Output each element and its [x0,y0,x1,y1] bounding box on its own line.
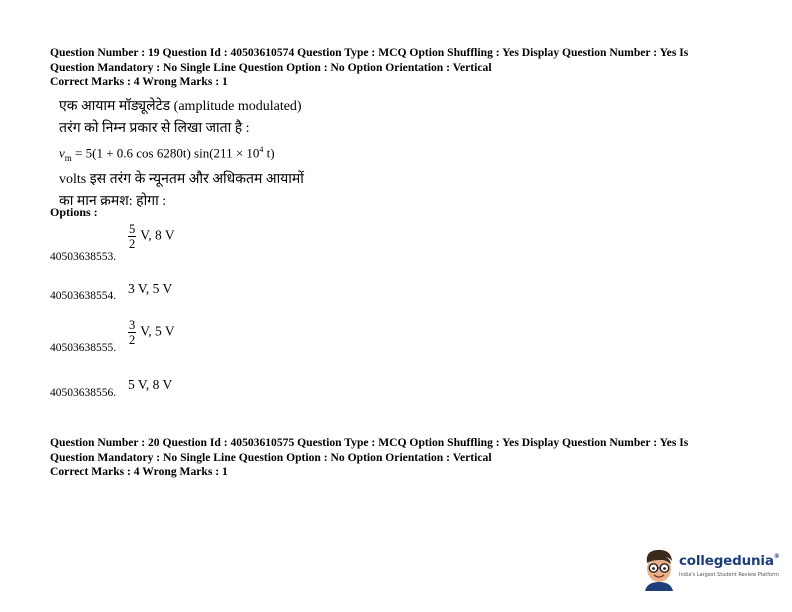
option-3[interactable] [128,318,175,347]
logo-name: collegedunia [679,553,774,569]
option-2[interactable] [128,281,172,297]
option-3-fraction [128,318,136,347]
option-3-text: V, 5 V [140,323,175,339]
option-4-text: 5 V, 8 V [128,377,173,392]
formula-superscript: 4 [259,145,264,154]
logo-tagline: India's Largest Student Review Platform [679,572,779,578]
option-2-text: 3 V, 5 V [128,281,173,296]
formula-variable: v [59,145,65,161]
option-2-id: 40503638554. [50,290,117,302]
logo-registered-mark: ® [773,553,780,560]
question-20-meta-line-3: Correct Marks : 4 Wrong Marks : 1 [50,465,228,478]
formula-part-2: t) [263,145,275,161]
option-3-id: 40503638555. [50,342,117,354]
collegedunia-logo [641,547,787,591]
question-19-meta-line-1: Question Number : 19 Question Id : 40503610574 Question Type : MCQ Option Shuffling : Yes Display Question Number : Yes Is [50,46,689,59]
option-4[interactable] [128,377,172,393]
question-20-metadata [50,436,750,480]
question-text-line-2: तरंग को निम्न प्रकार से लिखा जाता है : [59,120,250,136]
question-text-line-4: volts इस तरंग के न्यूनतम और अधिकतम आयामों [59,172,304,188]
question-19-metadata [50,46,750,90]
option-1-fraction [128,222,136,251]
formula-part-1: = 5(1 + 0.6 cos 6280t) sin(211 × 10 [71,145,260,161]
option-1-fraction-denominator: 2 [129,237,136,251]
option-4-id: 40503638556. [50,387,117,399]
question-text-line-5: का मान क्रमश: होगा : [59,193,167,209]
formula-subscript: m [64,152,72,163]
option-1-text: V, 8 V [140,227,175,243]
question-formula [59,139,379,169]
option-1-id: 40503638553. [50,251,117,263]
question-19-text [59,96,379,212]
option-1-fraction-numerator: 5 [129,222,136,236]
options-label: Options : [50,205,98,219]
option-3-fraction-numerator: 3 [129,318,136,332]
question-19-meta-line-3: Correct Marks : 4 Wrong Marks : 1 [50,75,228,88]
question-19-meta-line-2: Question Mandatory : No Single Line Question Option : No Option Orientation : Vertical [50,60,492,74]
question-20-meta-line-2: Question Mandatory : No Single Line Question Option : No Option Orientation : Vertical [50,450,492,464]
option-1[interactable] [128,222,175,251]
student-mascot-icon [641,547,677,591]
question-20-meta-line-1: Question Number : 20 Question Id : 40503610575 Question Type : MCQ Option Shuffling : Yes Display Question Number : Yes Is [50,436,689,449]
question-text-line-1: एक आयाम मॉड्यूलेटेड (amplitude modulated) [59,99,302,114]
option-3-fraction-denominator: 2 [129,333,136,347]
